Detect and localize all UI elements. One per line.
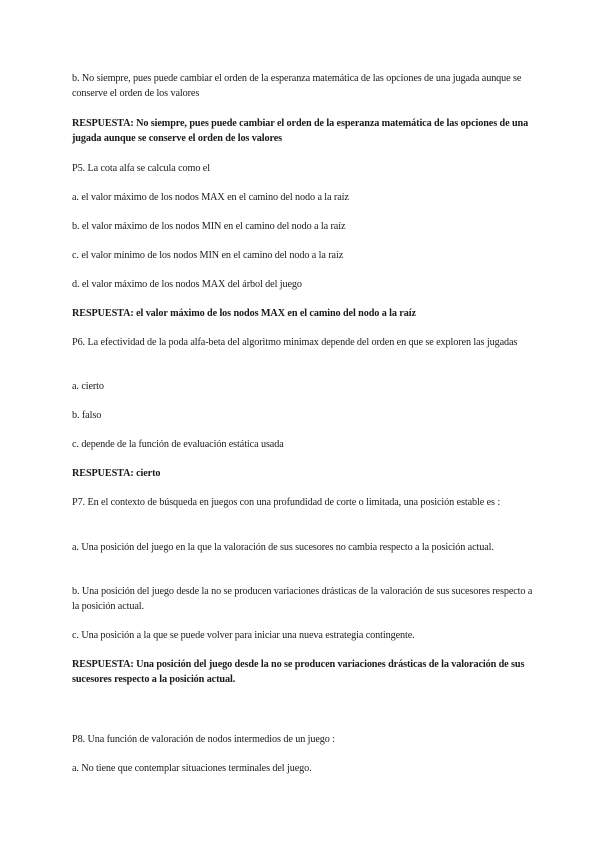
question-p8: P8. Una función de valoración de nodos intermedios de un juego : [72,734,335,745]
option-a-text: a. Una posición del juego en la que la valoración de sus sucesores no cambia respecto a la posición actual. [72,542,494,553]
option-b-text: b. el valor máximo de los nodos MIN en el camino del nodo a la raíz [72,221,346,232]
option-b-text: b. falso [72,410,102,421]
option-b-text: b. Una posición del juego desde la no se producen variaciones drásticas de la valoración de sus sucesores respecto a la posición actual. [72,586,533,612]
option-a-text: a. cierto [72,381,104,392]
option-a-text: a. el valor máximo de los nodos MAX en el camino del nodo a la raíz [72,192,349,203]
option-b-text: b. No siempre, pues puede cambiar el orden de la esperanza matemática de las opciones de una jugada aunque se conserve el orden de los valores [72,73,522,99]
option-d-text: d. el valor máximo de los nodos MAX del árbol del juego [72,279,302,290]
question-p5: P5. La cota alfa se calcula como el [72,163,210,174]
option-a-text: a. No tiene que contemplar situaciones terminales del juego. [72,763,312,774]
answer-text: RESPUESTA: Una posición del juego desde la no se producen variaciones drásticas de la valoración de sus sucesores respecto a la posición actual. [72,659,525,685]
answer-text: RESPUESTA: cierto [72,468,161,479]
option-c-text: c. el valor mínimo de los nodos MIN en el camino del nodo a la raíz [72,250,344,261]
question-p7: P7. En el contexto de búsqueda en juegos con una profundidad de corte o limitada, una posición estable es : [72,497,501,508]
option-c-text: c. Una posición a la que se puede volver para iniciar una nueva estrategia contingente. [72,630,415,641]
option-c-text: c. depende de la función de evaluación estática usada [72,439,284,450]
question-p6: P6. La efectividad de la poda alfa-beta del algoritmo minimax depende del orden en que se exploren las jugadas [72,337,518,348]
answer-text: RESPUESTA: el valor máximo de los nodos MAX en el camino del nodo a la raíz [72,308,416,319]
answer-text: RESPUESTA: No siempre, pues puede cambiar el orden de la esperanza matemática de las opciones de una jugada aunque se conserve el orden de los valores [72,118,529,144]
